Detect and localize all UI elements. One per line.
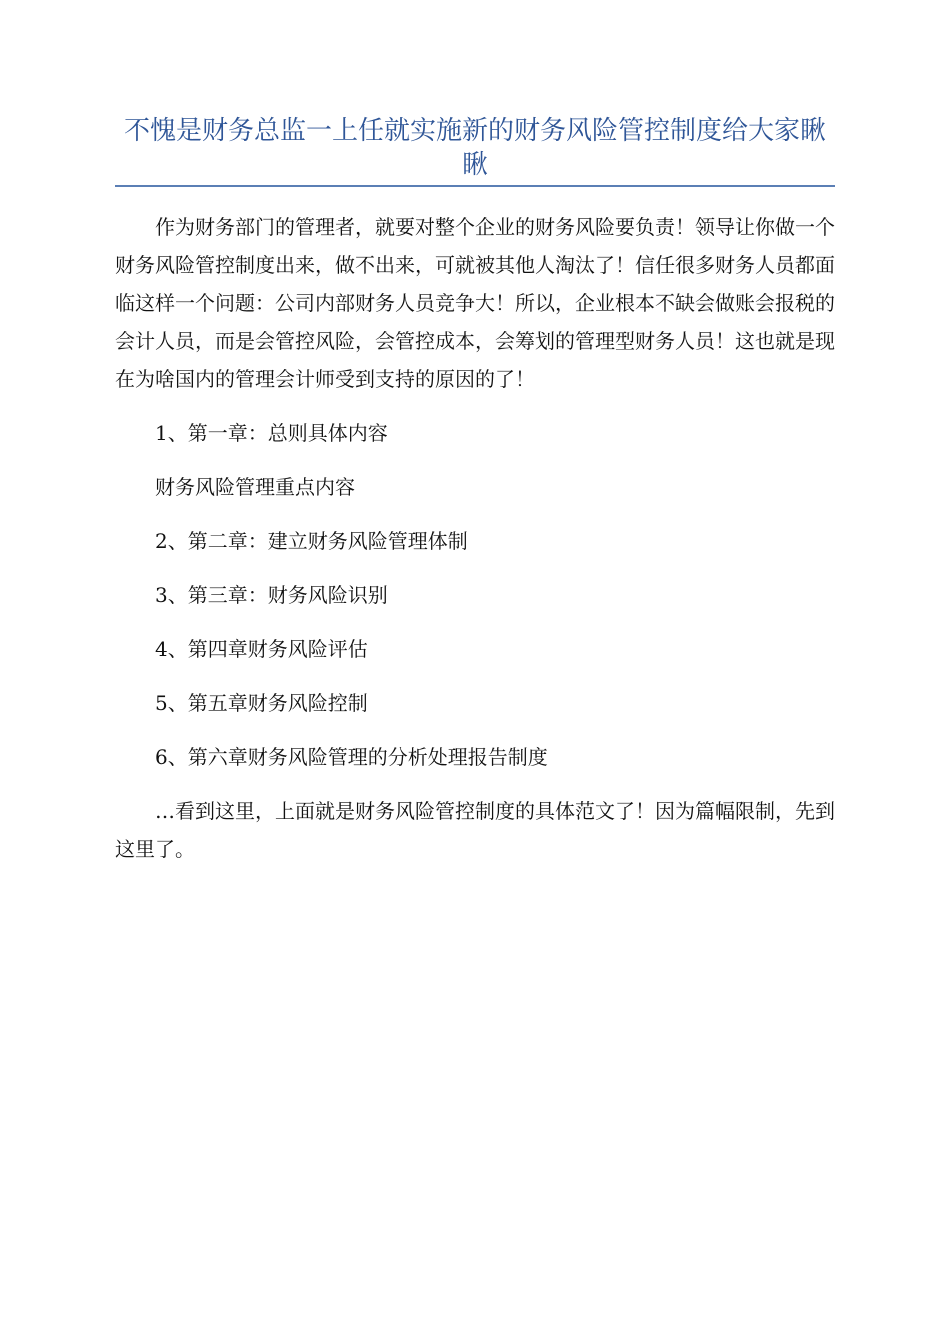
list-item: 财务风险管理重点内容 — [155, 475, 355, 499]
list-item: 6、第六章财务风险管理的分析处理报告制度 — [155, 745, 548, 769]
intro-paragraph: 作为财务部门的管理者，就要对整个企业的财务风险要负责！领导让你做一个财务风险管控制度出来，做不出来，可就被其他人淘汰了！信任很多财务人员都面临这样一个问题：公司内部财务人员竞争大！所以，企业根本不缺会做账会报税的会计人员，而是会管控风险，会管控成本，会筹划的管理型财务人员！这也就是现在为啥国内的管理会计师受到支持的原因的了！ — [115, 215, 835, 391]
closing-paragraph: …看到这里，上面就是财务风险管控制度的具体范文了！因为篇幅限制，先到这里了。 — [115, 799, 835, 861]
document-title: 不愧是财务总监一上任就实施新的财务风险管控制度给大家瞅瞅 — [123, 116, 826, 180]
list-item: 3、第三章：财务风险识别 — [155, 583, 388, 607]
list-item: 1、第一章：总则具体内容 — [155, 421, 388, 445]
list-item: 5、第五章财务风险控制 — [155, 691, 368, 715]
document-body — [115, 208, 835, 884]
title-underline — [115, 185, 835, 187]
title-block — [115, 114, 835, 182]
list-item: 2、第二章：建立财务风险管理体制 — [155, 529, 468, 553]
list-item: 4、第四章财务风险评估 — [155, 637, 368, 661]
